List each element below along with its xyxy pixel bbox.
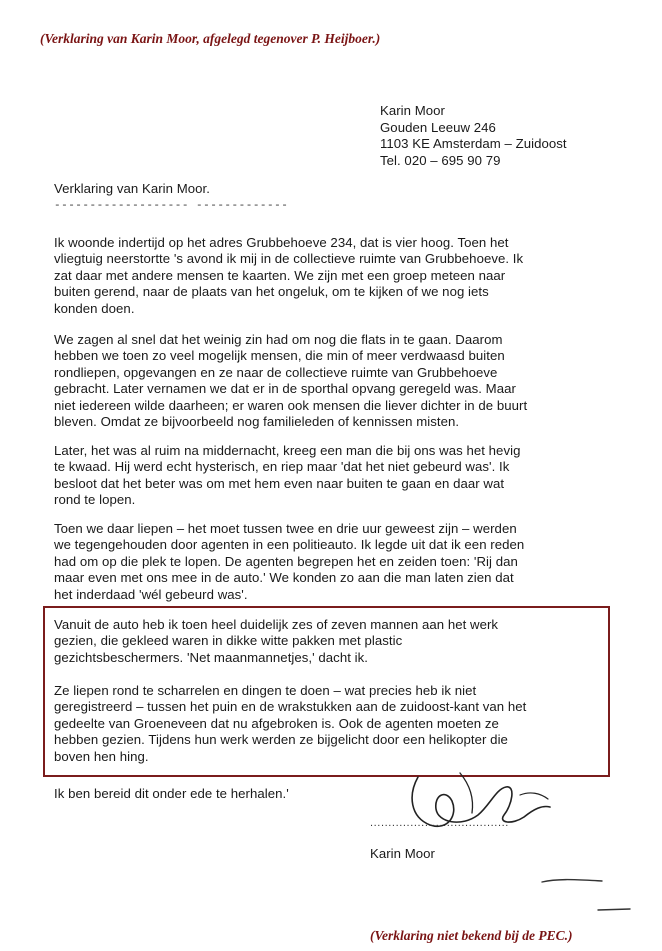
footer-annotation: (Verklaring niet bekend bij de PEC.) (370, 928, 573, 943)
title-underline: ------------------- ------------- (54, 200, 289, 212)
header-annotation: (Verklaring van Karin Moor, afgelegd tegenover P. Heijboer.) (40, 31, 381, 46)
signature-name: Karin Moor (370, 846, 435, 861)
address-name: Karin Moor (380, 103, 445, 118)
handwritten-signature (400, 765, 570, 845)
sender-address (380, 103, 567, 169)
address-city: 1103 KE Amsterdam – Zuidoost (380, 136, 567, 151)
paragraph-1: Ik woonde indertijd op het adres Grubbehoeve 234, dat is vier hoog. Toen het vliegtuig neerstortte 's avond ik mij in de collectieve ruimte van Grubbehoeve. Ik zat daar met andere mensen te kaarten. We zijn met een groep meteen naar buiten gerend, naar de plaats van het ongeluk, om te kijken of we nog iets konden doen. (54, 235, 524, 316)
paragraph-2: We zagen al snel dat het weinig zin had om nog die flats in te gaan. Daarom hebben we toen zo veel mogelijk mensen, die min of meer verdwaasd buiten rondliepen, opgevangen en ze naar de collectieve ruimte van Grubbehoeve gebracht. Later vernamen we dat er in de sporthal opvang geregeld was. Maar niet iedereen wilde daarheen; er waren ook mensen die liever dichter in de buurt bleven. Omdat ze bijvoorbeeld nog familieleden of kennissen misten. (54, 332, 528, 430)
paragraph-4: Toen we daar liepen – het moet tussen twee en drie uur geweest zijn – werden we tegengehouden door agenten in een politieauto. Ik legde uit dat ik een reden had om op die plek te lopen. De agenten begrepen het en zeiden toen: 'Rij dan maar even met ons mee in de auto.' We konden zo aan die man laten zien dat het inderdaad 'wél gebeurd was'. (54, 521, 525, 602)
paragraph-5: Vanuit de auto heb ik toen heel duidelijk zes of zeven mannen aan het werk gezien, die gekleed waren in dikke witte pakken met plastic gezichtsbeschermers. 'Net maanmannetjes,' dacht ik. (54, 617, 499, 665)
paragraph-3: Later, het was al ruim na middernacht, kreeg een man die bij ons was het hevig te kwaad. Hij werd echt hysterisch, en riep maar 'dat het niet gebeurd was'. Ik besloot dat het beter was om met hem even naar buiten te gaan en daar wat rond te lopen. (54, 443, 521, 508)
paragraph-6: Ze liepen rond te scharrelen en dingen te doen – wat precies heb ik niet geregistreerd – tussen het puin en de wrakstukken aan de zuidoost-kant van het gedeelte van Groeneveen dat nu afgebroken is. Ook de agenten moeten ze hebben gezien. Tijdens hun werk werden ze bijgelicht door een helikopter die boven hen hing. (54, 683, 527, 764)
closing-statement: Ik ben bereid dit onder ede te herhalen.' (54, 786, 289, 801)
address-street: Gouden Leeuw 246 (380, 119, 496, 135)
pen-stroke-mark (540, 868, 610, 894)
address-phone: Tel. 020 – 695 90 79 (380, 152, 501, 168)
pen-dash-mark (596, 903, 636, 917)
document-title: Verklaring van Karin Moor. (54, 181, 210, 196)
signature-line: ...................................... (370, 817, 509, 829)
